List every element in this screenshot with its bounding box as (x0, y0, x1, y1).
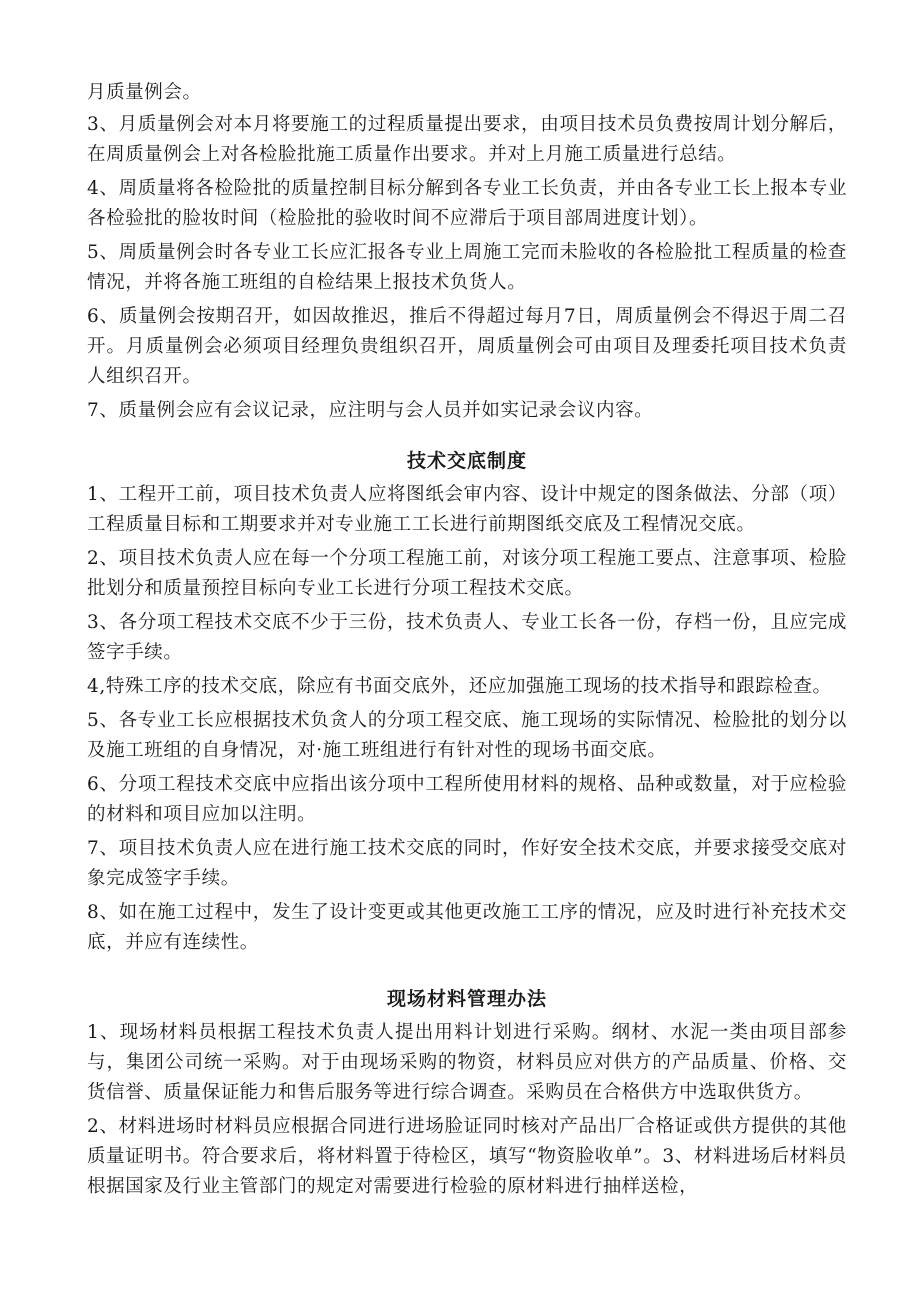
paragraph: 2、材料进场时材料员应根据合同进行进场脸证同时核对产品出厂合格证或供方提供的其他质量证明书。符合要求后，将材料置于待检区，填写“物资脸收单”。3、材料进场后材料员根据国家及行业主管部门的规定对需要进行检验的原材料进行抽样送检， (87, 1116, 847, 1197)
paragraph: 6、质量例会按期召开，如因故推迟，推后不得超过每月7日，周质量例会不得迟于周二召开。月质量例会必须项目经理负贵组织召开，周质量例会可由项目及理委托项目技术负责人组织召开。 (87, 306, 847, 387)
paragraph: 4,特殊工序的技术交底，除应有书面交底外，还应加强施工现场的技术指导和跟踪检查。 (87, 676, 832, 697)
paragraph: 6、分项工程技术交底中应指出该分项中工程所使用材料的规格、品种或数量，对于应检验的材料和项目应加以注明。 (87, 774, 847, 825)
section-material-management (87, 984, 847, 1202)
paragraph: 5、各专业工长应根据技术负贪人的分项工程交底、施工现场的实际情况、检脸批的划分以及施工班组的自身情况，对·施工班组进行有针对性的现场书面交底。 (87, 710, 847, 761)
paragraph: 1、现场材料员根据工程技术负责人提出用料计划进行采购。纲材、水泥一类由项目部参与，集团公司统一采购。对于由现场采购的物资，材料员应对供方的产品质量、价格、交货信誉、质量保证能力和售后服务等进行综合调查。采购员在合格供方中选取供货方。 (87, 1022, 847, 1103)
section-quality-meeting (87, 78, 847, 426)
paragraph: 8、如在施工过程中，发生了设计变更或其他更改施工工序的情况，应及时进行补充技术交底，并应有连续性。 (87, 902, 847, 953)
paragraph: 5、周质量例会时各专业工长应汇报各专业上周施工完而未脸收的各检脸批工程质量的检查情况，并将各施工班组的自检结果上报技术负货人。 (87, 242, 847, 293)
document-page (87, 78, 847, 1206)
paragraph: 2、项目技术负责人应在每一个分项工程施工前，对该分项工程施工要点、注意事项、检脸批划分和质量预控目标向专业工长进行分项工程技术交底。 (87, 548, 847, 599)
paragraph: 月质量例会。 (87, 82, 202, 103)
paragraph: 7、质量例会应有会议记录，应注明与会人员并如实记录会议内容。 (87, 400, 654, 421)
paragraph: 3、各分项工程技术交底不少于三份，技术负责人、专业工长各一份，存档一份，且应完成签字手续。 (87, 612, 847, 663)
paragraph: 1、工程开工前，项目技术负责人应将图纸会审内容、设计中规定的图条做法、分部（项）工程质量目标和工期要求并对专业施工工长进行前期图纸交底及工程情况交底。 (87, 484, 847, 535)
paragraph: 7、项目技术负责人应在进行施工技术交底的同时，作好安全技术交底，并要求接受交底对象完成签字手续。 (87, 838, 847, 889)
section-tech-disclosure (87, 446, 847, 958)
section-title: 现场材料管理办法 (386, 988, 547, 1010)
paragraph: 3、月质量例会对本月将要施工的过程质量提出要求，由项目技术员负费按周计划分解后，在周质量例会上对各检脸批施工质量作出要求。并对上月施工质量进行总结。 (87, 114, 847, 165)
paragraph: 4、周质量将各检险批的质量控制目标分解到各专业工长负责，并由各专业工长上报本专业各检验批的脸妆时间（检脸批的验收时间不应滞后于项目部周进度计划）。 (87, 178, 847, 229)
section-title: 技术交底制度 (406, 450, 527, 472)
